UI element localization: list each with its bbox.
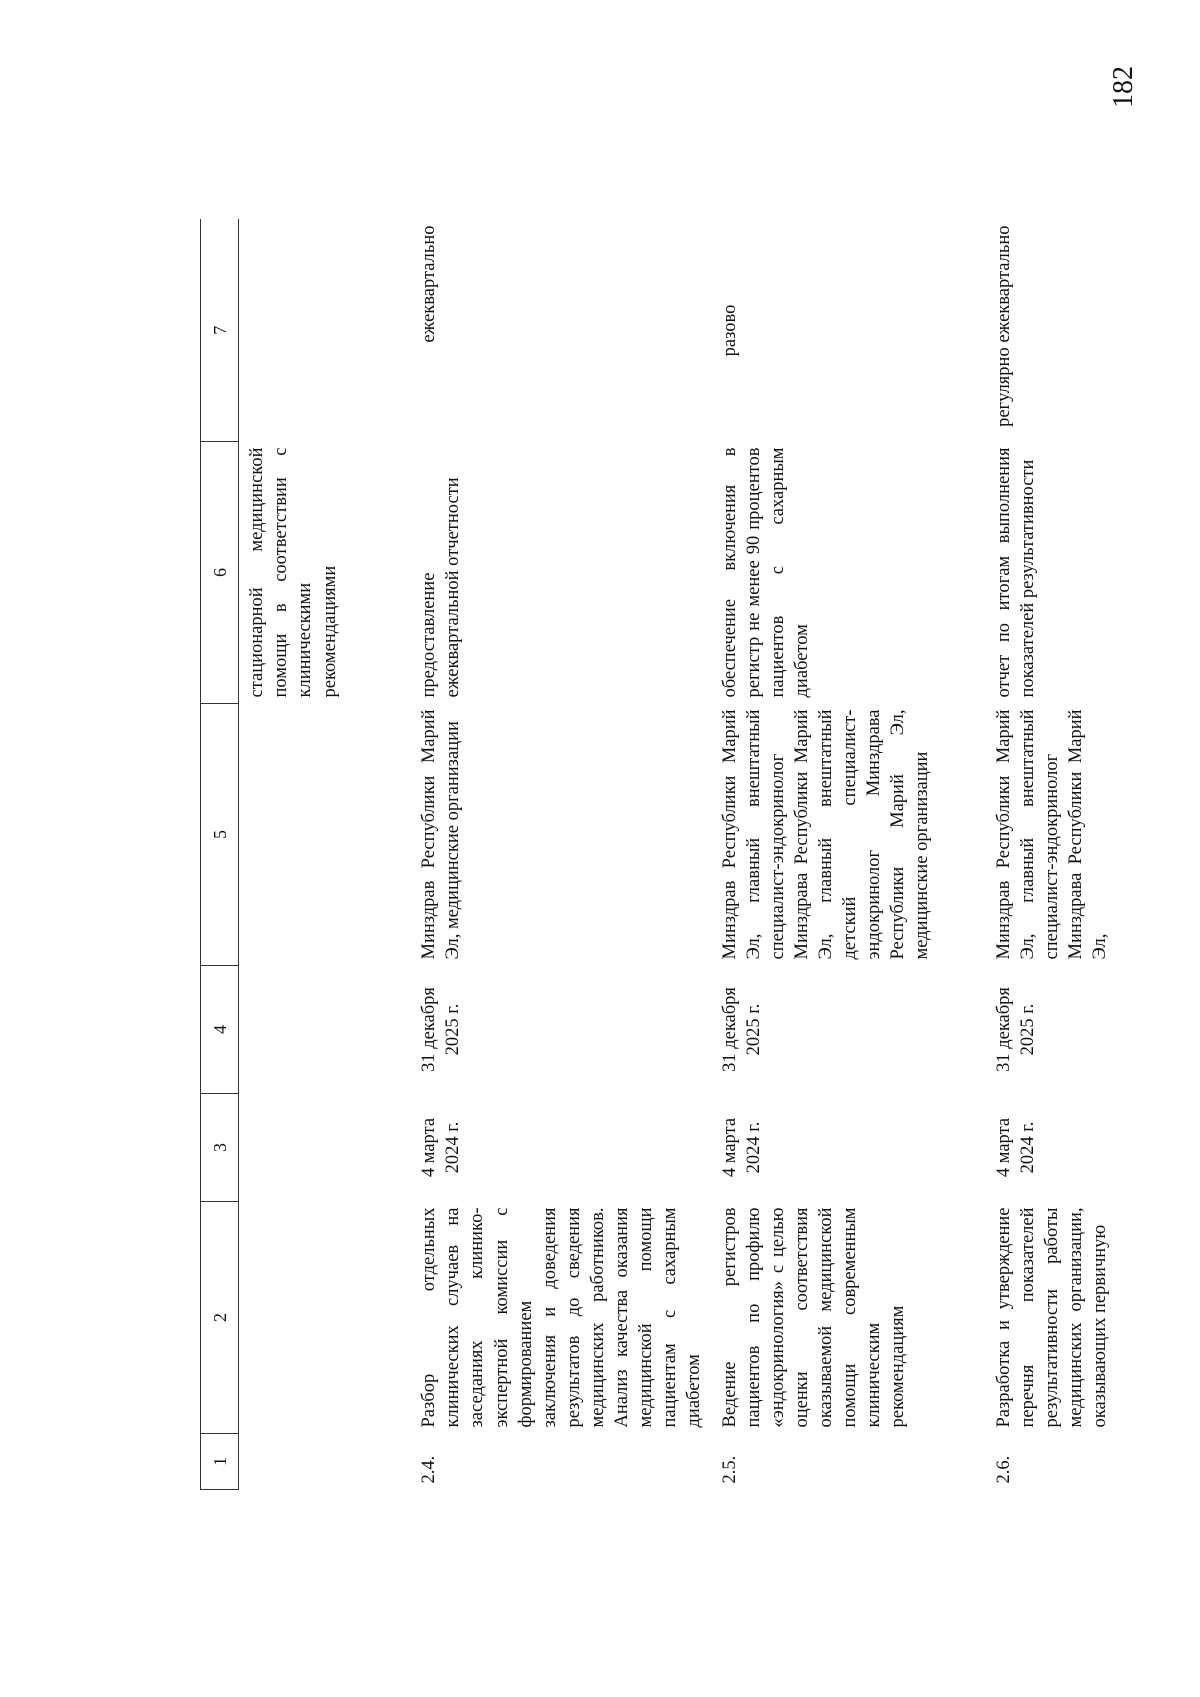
table-row [706,220,980,1490]
row-start-date: 4 марта 2024 г. [419,1117,464,1178]
row-action: Ведение регистров пациентов по профилю «эндокринология» с целью оценки соответствия оказываемой медицинской помощи современным клиническим рекомендациям [719,1207,909,1428]
table-row [405,220,706,1490]
row-number: 2.4. [419,1455,440,1484]
row-frequency: ежеквартально [419,225,440,343]
header-col-5: 5 [201,704,239,966]
row-frequency: регулярно ежеквартально [993,225,1014,427]
row-result: предоставление ежеквартальной отчетности [419,477,464,698]
continuation-result-cell: стационарной медицинской помощи в соответствии с клиническими рекомендациями [247,447,340,698]
table-row-continuation [239,220,406,1490]
table-row [980,220,1112,1490]
rotated-table-area [200,80,1111,1500]
row-start-date: 4 марта 2024 г. [719,1117,764,1178]
row-start-date: 4 марта 2024 г. [993,1117,1038,1178]
header-col-7: 7 [201,220,239,442]
header-col-1: 1 [201,1434,239,1490]
header-col-6: 6 [201,442,239,704]
page-number: 182 [1108,66,1139,108]
row-responsible: Минздрав Республики Марий Эл, медицинские организации [419,709,464,960]
row-result: обеспечение включения в регистр не менее 90 процентов пациентов с сахарным диабетом [719,447,813,698]
row-action: Разбор отдельных клинических случаев на заседаниях клинико-экспертной комиссии с формированием заключения и доведения результатов до сведения медицинских работников. Анализ качества оказания медицинской помощи пациентам с сахарным диабетом [419,1207,704,1428]
row-responsible: Минздрав Республики Марий Эл, главный внештатный специалист-эндокринолог Минздрава Республики Марий Эл, [993,709,1111,960]
row-frequency: разово [719,304,740,357]
row-end-date: 31 декабря 2025 г. [419,987,464,1072]
table-header-row [201,220,239,1490]
row-action: Разработка и утверждение перечня показателей результативности работы медицинских организации, оказывающих первичную [993,1207,1111,1428]
row-end-date: 31 декабря 2025 г. [719,987,764,1072]
row-responsible: Минздрав Республики Марий Эл, главный внештатный специалист-эндокринолог Минздрава Республики Марий Эл, главный внештатный детский специалист-эндокринолог Минздрава Республики Марий Эл, медицинские организации [719,709,933,960]
header-col-4: 4 [201,966,239,1094]
row-number: 2.6. [993,1455,1014,1484]
row-end-date: 31 декабря 2025 г. [993,987,1038,1072]
action-plan-table [200,220,1112,1491]
row-result: отчет по итогам выполнения показателей результативности [993,447,1038,698]
header-col-2: 2 [201,1202,239,1434]
header-col-3: 3 [201,1094,239,1202]
row-number: 2.5. [719,1455,740,1484]
